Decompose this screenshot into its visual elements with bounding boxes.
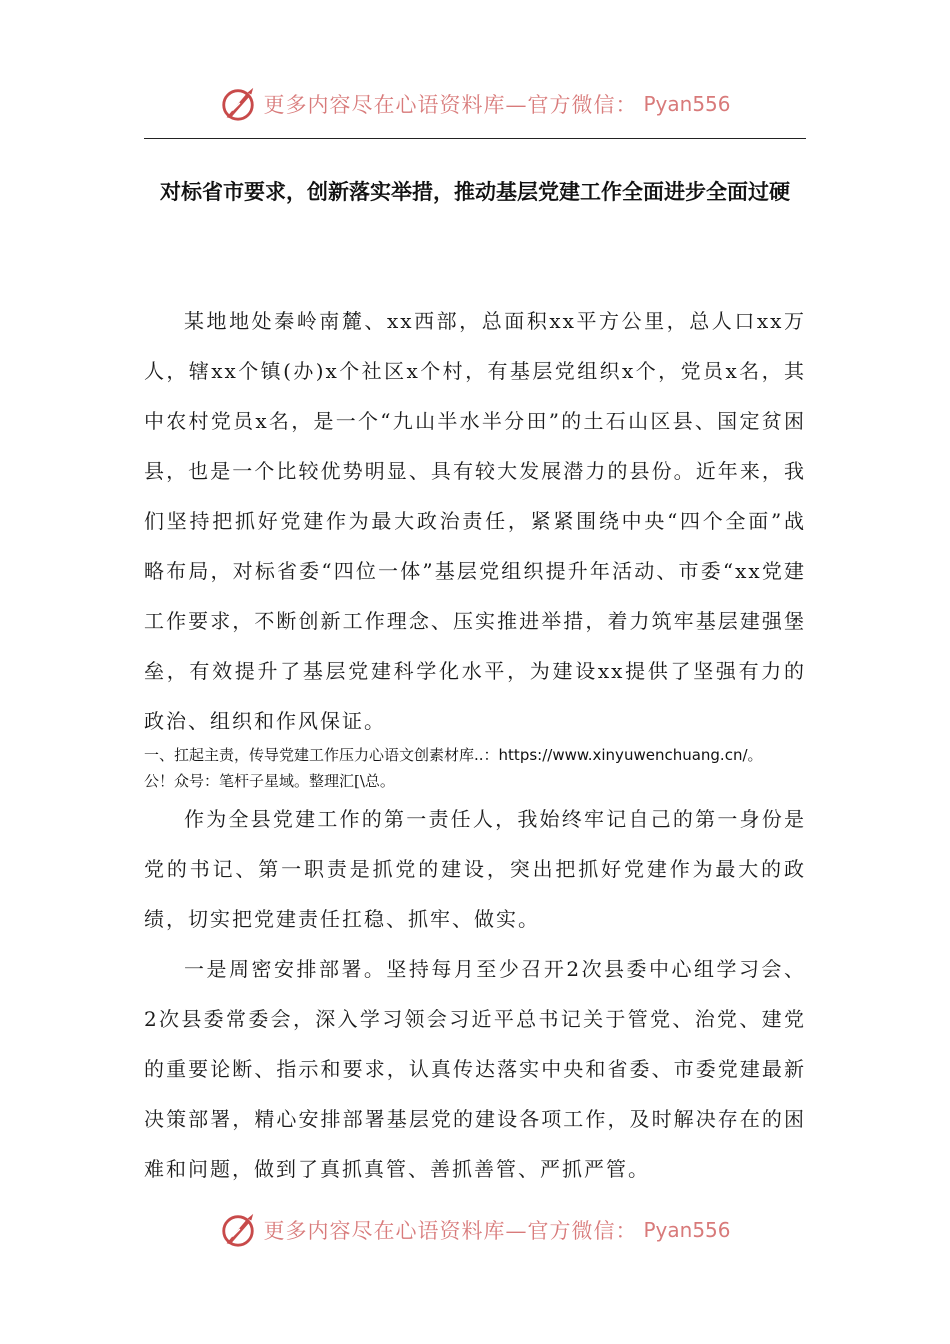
footer-banner [0,1208,950,1252]
note-suffix: 。 [747,746,763,764]
paragraph-deployment: 一是周密安排部署。坚持每月至少召开2次县委中心组学习会、2次县委常委会，深入学习领会习近平总书记关于管党、治党、建党的重要论断、指示和要求，认真传达落实中央和省委、市委党建最新决策部署，精心安排部署基层党的建设各项工作，及时解决存在的困难和问题，做到了真抓真管、善抓善管、严抓严管。 [144,957,806,1181]
note-line-2: 公！众号：笔杆子星域。整理汇[\总。 [144,772,395,790]
header-banner [0,82,950,126]
note-prefix: 一、扛起主责，传导党建工作压力心语文创素材库..： [144,746,499,764]
note-link[interactable]: https://www.xinyuwenchuang.cn/ [498,746,748,764]
banner-wechat-id: Pyan556 [643,1218,731,1242]
banner-wechat-id: Pyan556 [643,92,731,116]
header-divider [144,138,806,139]
paragraph-responsibility: 作为全县党建工作的第一责任人，我始终牢记自己的第一身份是党的书记、第一职责是抓党的建设，突出把抓好党建作为最大的政绩，切实把党建责任扛稳、抓牢、做实。 [144,807,806,931]
quill-logo-icon [219,85,257,123]
note-line-1 [144,742,824,768]
paragraph-intro: 某地地处秦岭南麓、xx西部，总面积xx平方公里，总人口xx万人，辖xx个镇(办)x个社区x个村，有基层党组织x个，党员x名，其中农村党员x名，是一个“九山半水半分田”的土石山区县、国定贫困县，也是一个比较优势明显、具有较大发展潜力的县份。近年来，我们坚持把抓好党建作为最大政治责任，紧紧围绕中央“四个全面”战略布局，对标省委“四位一体”基层党组织提升年活动、市委“xx党建工作要求，不断创新工作理念、压实推进举措，着力筑牢基层建强堡垒，有效提升了基层党建科学化水平，为建设xx提供了坚强有力的政治、组织和作风保证。 [144,309,806,733]
banner-text: 更多内容尽在心语资料库—官方微信： [263,1219,638,1243]
document-title: 对标省市要求，创新落实举措，推动基层党建工作全面进步全面过硬 [160,180,790,204]
quill-logo-icon [219,1211,257,1249]
section-heading-note [144,742,824,794]
banner-text: 更多内容尽在心语资料库—官方微信： [263,93,638,117]
